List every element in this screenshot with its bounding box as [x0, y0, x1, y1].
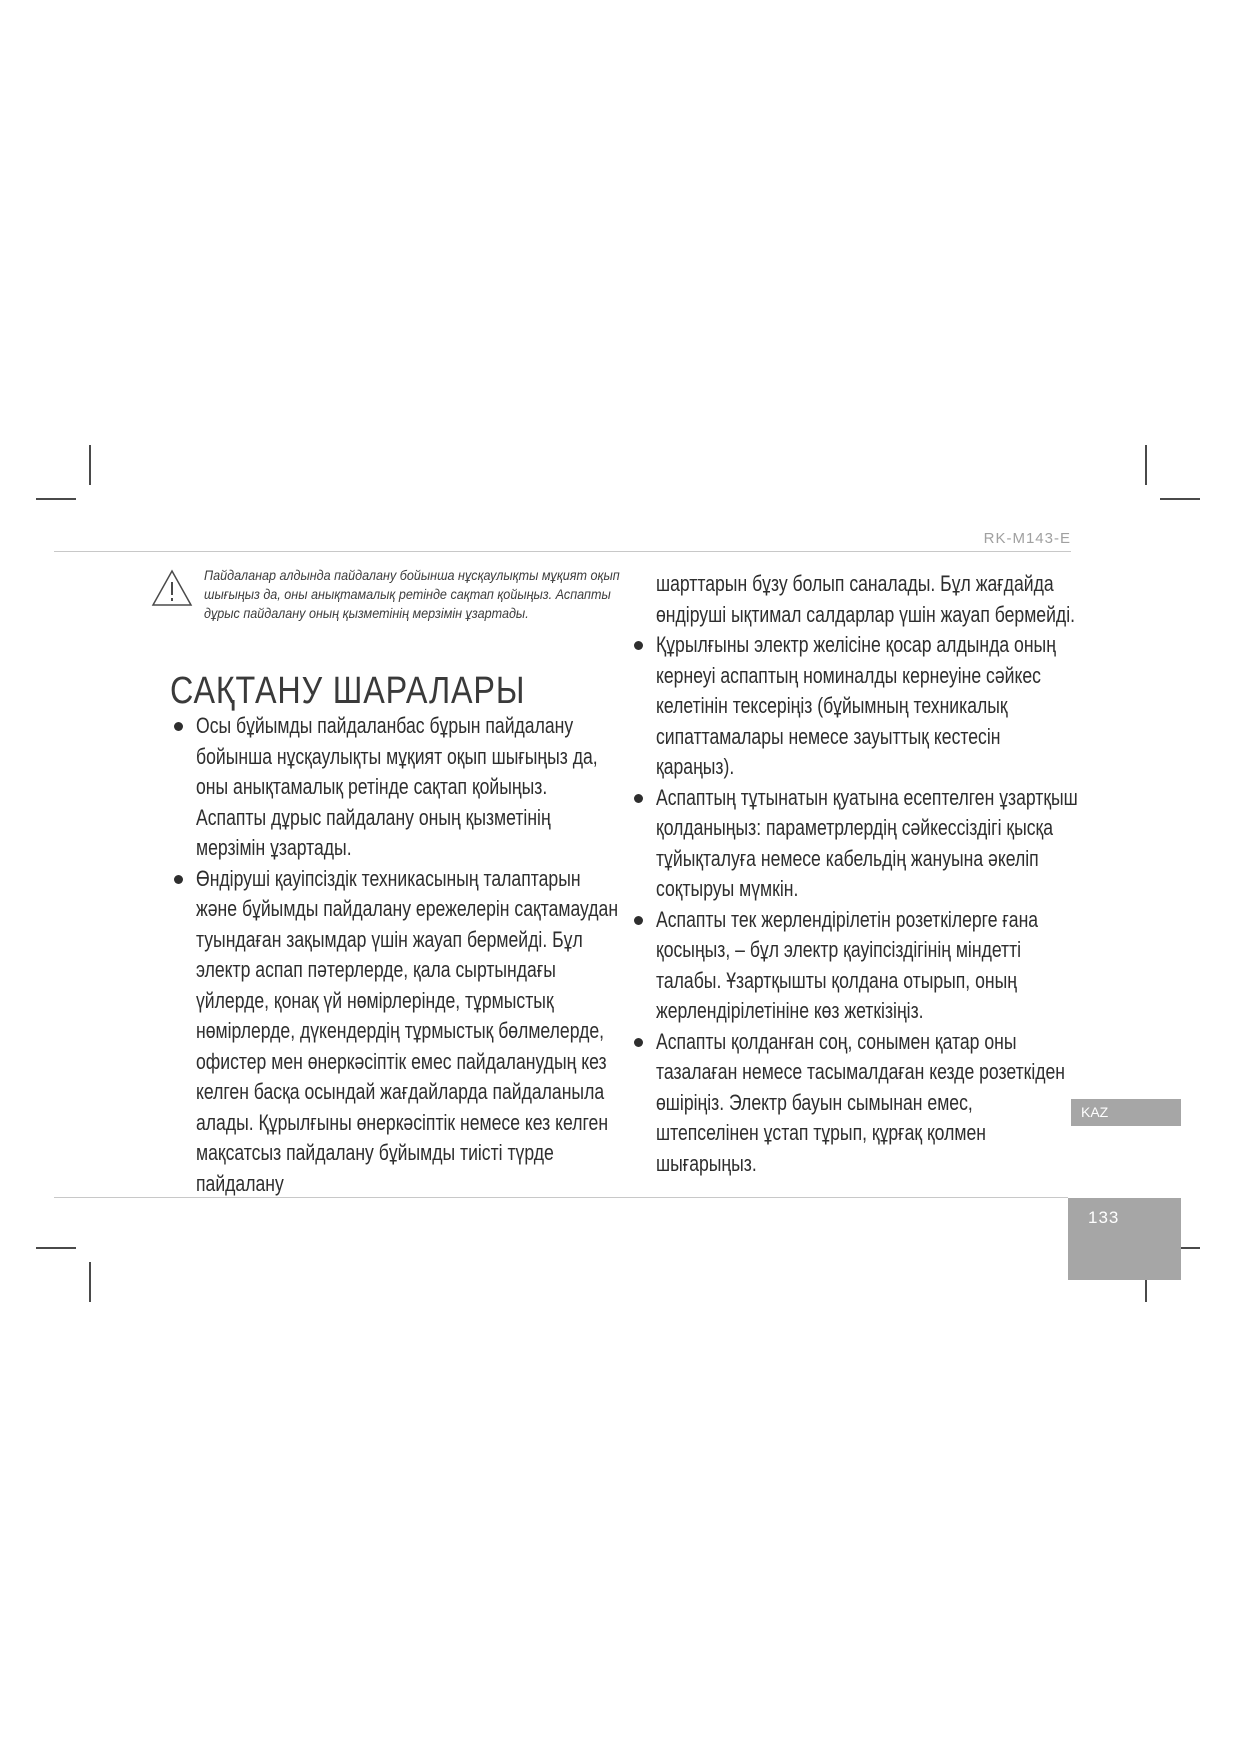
bullet-icon [634, 1038, 643, 1047]
crop-mark [36, 1247, 76, 1249]
crop-mark [89, 445, 91, 485]
warning-text: Пайдаланар алдында пайдалану бойынша нұсқаулықты мұқият оқып шығыңыз да, оны анықтамалық ретінде сақтап қойыңыз. Аспапты дұрыс пайдалану оның қызметінің мерзімін ұзартады. [204, 567, 620, 621]
crop-mark [1145, 445, 1147, 485]
precautions-list-right [630, 569, 1078, 1179]
list-item: Осы бұйымды пайдаланбас бұрын пайдалану бойынша нұсқаулықты мұқият оқып шығыңыз да, оны анықтамалық ретінде сақтап қойыңыз. Аспапты дұрыс пайдалану оның қызметінің мерзімін ұзартады. [170, 711, 600, 864]
footer-rule [54, 1197, 1068, 1198]
model-number: RK-M143-E [983, 530, 1071, 547]
precautions-list [630, 630, 1078, 1179]
precautions-list-left [170, 711, 619, 1199]
warning-note [150, 566, 620, 623]
header-rule [54, 551, 1071, 552]
crop-mark [36, 498, 76, 500]
bullet-icon [174, 875, 183, 884]
bullet-icon [634, 794, 643, 803]
list-item: Құрылғыны электр желісіне қосар алдында оның кернеуі аспаптың номиналды кернеуіне сәйкес келетінін тексеріңіз (бұйымның техникалық сипаттамалары немесе зауыттық кестесін қараңыз). [630, 630, 1070, 783]
page-number-box [1068, 1198, 1181, 1280]
list-item: Аспапты тек жерлендірілетін розеткілерге ғана қосыңыз, – бұл электр қауіпсіздігінің міндетті талабы. Ұзартқышты қолдана отырып, оның жерлендірілетініне көз жеткізіңіз. [630, 905, 1070, 1027]
list-item-continuation: шарттарын бұзу болып саналады. Бұл жағдайда өндіруші ықтимал салдарлар үшін жауап бермейді. [656, 571, 1075, 627]
warning-triangle-icon [150, 568, 194, 608]
section-title: САҚТАНУ ШАРАЛАРЫ [170, 670, 526, 712]
page-number: 133 [1088, 1208, 1120, 1227]
language-tab: KAZ [1071, 1099, 1181, 1126]
bullet-icon [174, 722, 183, 731]
bullet-icon [634, 916, 643, 925]
crop-mark [1160, 498, 1200, 500]
list-item: Аспапты қолданған соң, сонымен қатар оны тазалаған немесе тасымалдаған кезде розеткіден өшіріңіз. Электр бауын сымынан емес, штепселінен ұстап тұрып, құрғақ қолмен шығарыңыз. [630, 1027, 1070, 1180]
list-item: Өндіруші қауіпсіздік техникасының талаптарын және бұйымды пайдалану ережелерін сақтамаудан туындаған зақымдар үшін жауап бермейді. Бұл электр аспап пәтерлерде, қала сыртындағы үйлерде, қонақ үй нөмірлерінде, тұрмыстық нөмірлерде, дүкендердің тұрмыстық бөлмелерде, офистер мен өнеркәсіптік емес пайдаланудың кез келген басқа осындай жағдайларда пайдаланыла алады. Құрылғыны өнеркәсіптік немесе кез келген мақсатсыз пайдалану бұйымды тиісті түрде пайдалану [170, 864, 600, 1200]
list-item: Аспаптың тұтынатын қуатына есептелген ұзартқыш қолданыңыз: параметрлердің сәйкессіздігі қысқа тұйықталуға немесе кабельдің жануына әкеліп соқтыруы мүмкін. [630, 783, 1070, 905]
bullet-icon [634, 641, 643, 650]
crop-mark [89, 1262, 91, 1302]
